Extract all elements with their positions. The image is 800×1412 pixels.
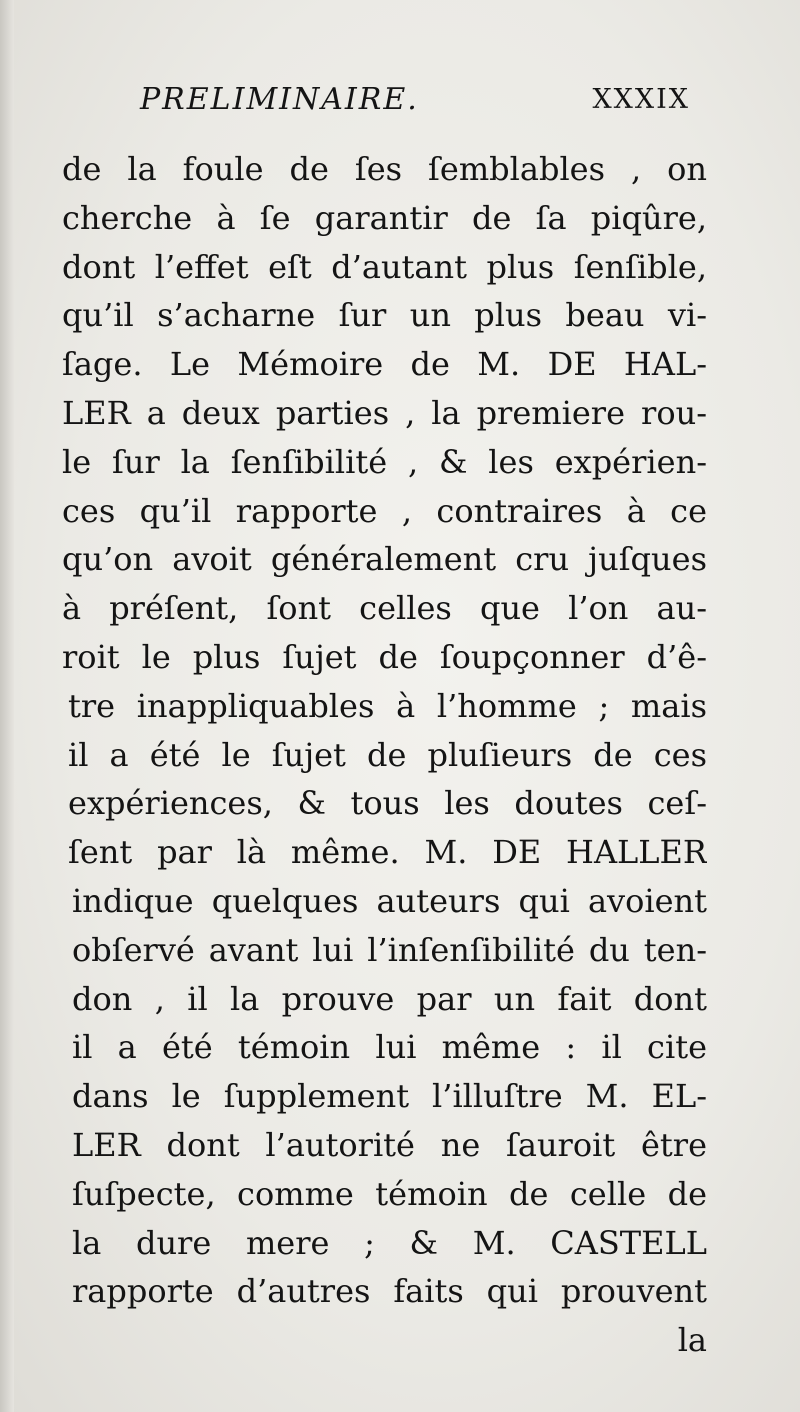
text-line: le ſur la ſenſibilité , & les expérien- [62, 442, 707, 481]
text-line: il a été témoin lui même : il cite [72, 1028, 707, 1067]
page-number: XXXIX [592, 84, 690, 115]
text-line: dans le ſupplement l’illuſtre M. EL- [72, 1077, 707, 1116]
text-line: la dure mere ; & M. CASTELL [72, 1223, 707, 1262]
text-line: à préſent, ſont celles que l’on au- [62, 589, 707, 628]
text-line: ſent par là même. M. DE HALLER [68, 833, 707, 872]
text-line: indique quelques auteurs qui avoient [72, 881, 707, 920]
text-line: ſuſpecte, comme témoin de celle de [72, 1174, 707, 1213]
text-line: don , il la prouve par un fait dont [72, 979, 707, 1018]
text-line: il a été le ſujet de pluſieurs de ces [68, 735, 707, 774]
running-title: PRELIMINAIRE. [140, 82, 419, 117]
text-line: expériences, & tous les doutes ceſ- [68, 784, 707, 823]
text-line: roit le plus ſujet de ſoupçonner d’ê- [62, 637, 707, 676]
text-line: LER dont l’autorité ne ſauroit être [72, 1125, 707, 1164]
text-line: rapporte d’autres faits qui prouvent [72, 1272, 707, 1311]
text-line: cherche à ſe garantir de ſa piqûre, [62, 198, 707, 237]
page-left-edge [0, 0, 14, 1412]
body-text [62, 145, 707, 1365]
text-line: tre inappliquables à l’homme ; mais [68, 686, 707, 725]
text-line: qu’il s’acharne ſur un plus beau vi- [62, 296, 707, 335]
text-line: dont l’effet eſt d’autant plus ſenſible, [62, 247, 707, 286]
page-header [140, 80, 690, 120]
text-line: obſervé avant lui l’inſenſibilité du ten- [72, 930, 707, 969]
text-line: LER a deux parties , la premiere rou- [62, 393, 707, 432]
text-line: qu’on avoit généralement cru juſques [62, 540, 707, 579]
text-line: ces qu’il rapporte , contraires à ce [62, 491, 707, 530]
text-line: ſage. Le Mémoire de M. DE HAL- [62, 345, 707, 384]
text-line: de la foule de ſes ſemblables , on [62, 150, 707, 188]
catchword: la [677, 1321, 707, 1360]
